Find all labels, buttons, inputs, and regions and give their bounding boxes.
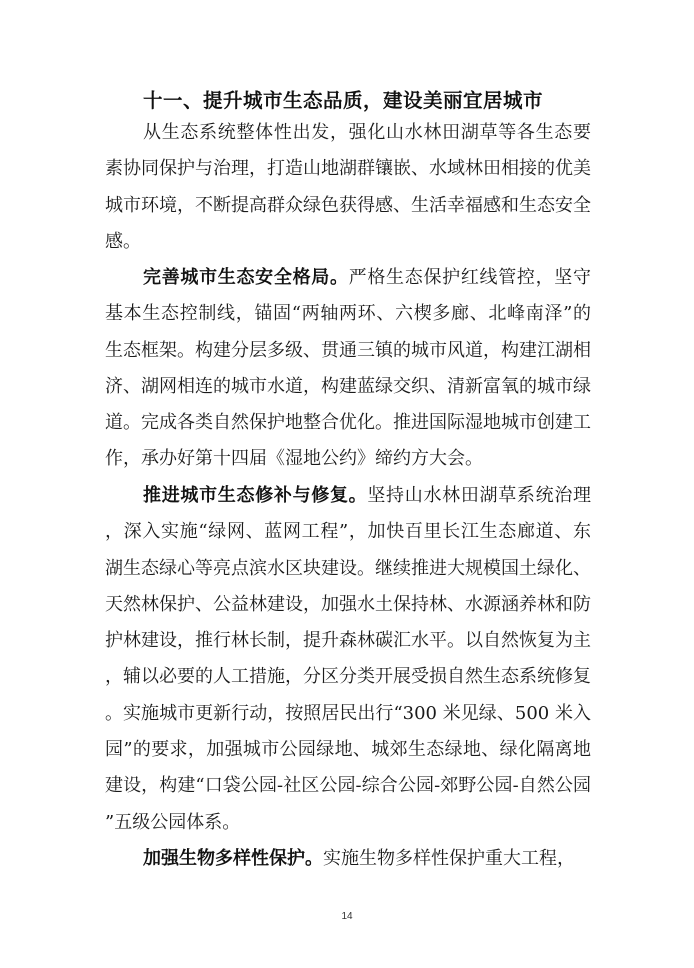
paragraph-ecological-restoration: [105, 478, 591, 841]
paragraph-lead: 加强生物多样性保护。: [143, 848, 323, 869]
paragraph-intro: [105, 115, 591, 260]
paragraph-body: 严格生态保护红线管控，坚守基本生态控制线，锚固“两轴两环、六楔多廊、北峰南泽”的生态框架。构建分层多级、贯通三镇的城市风道，构建江湖相济、湖网相连的城市水道，构建蓝绿交织、清新富氧的城市绿道。完成各类自然保护地整合优化。推进国际湿地城市创建工作，承办好第十四届《湿地公约》缔约方大会。: [105, 267, 592, 470]
section-title: 十一、提升城市生态品质，建设美丽宜居城市: [143, 89, 544, 112]
page-number: 14: [341, 911, 353, 922]
paragraph-lead: 完善城市生态安全格局。: [143, 267, 349, 288]
paragraph-biodiversity: [105, 841, 591, 877]
paragraph-ecological-security: [105, 260, 591, 478]
paragraph-body: 实施生物多样性保护重大工程，: [323, 848, 575, 869]
paragraph-body: 从生态系统整体性出发，强化山水林田湖草等各生态要素协同保护与治理，打造山地湖群镶嵌、水域林田相接的优美城市环境，不断提高群众绿色获得感、生活幸福感和生态安全感。: [105, 122, 591, 252]
paragraph-lead: 推进城市生态修补与修复。: [143, 485, 368, 506]
paragraph-body: 坚持山水林田湖草系统治理，深入实施“绿网、蓝网工程”，加快百里长江生态廊道、东湖生态绿心等亮点滨水区块建设。继续推进大规模国土绿化、天然林保护、公益林建设，加强水土保持林、水源涵养林和防护林建设，推行林长制，提升森林碳汇水平。以自然恢复为主，辅以必要的人工措施，分区分类开展受损自然生态系统修复。实施城市更新行动，按照居民出行“300 米见绿、500 米入园”的要求，加强城市公园绿地、城郊生态绿地、绿化隔离地建设，构建“口袋公园-社区公园-综合公园-郊野公园-自然公园”五级公园体系。: [105, 485, 592, 833]
